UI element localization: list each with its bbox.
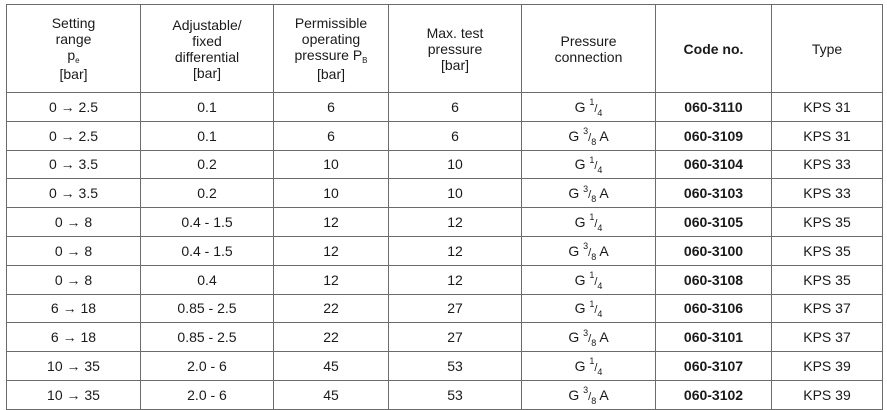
cell-permissible-pressure: 10 xyxy=(274,179,389,208)
connection-suffix: A xyxy=(596,242,609,259)
cell-max-test-pressure: 27 xyxy=(389,323,522,352)
header-permissible-pressure xyxy=(274,5,389,93)
cell-max-test-pressure: 12 xyxy=(389,236,522,265)
connection-denominator: 4 xyxy=(597,165,603,176)
header-setting-range-symbol-sub: e xyxy=(75,56,80,65)
cell-setting-range: 6 → 18 xyxy=(7,294,141,323)
cell-code-no: 060-3102 xyxy=(656,380,772,409)
cell-max-test-pressure: 53 xyxy=(389,352,522,381)
table-row xyxy=(7,352,883,381)
connection-value xyxy=(574,97,603,118)
cell-setting-range: 0 → 8 xyxy=(7,208,141,237)
cell-type: KPS 37 xyxy=(772,294,883,323)
connection-suffix: A xyxy=(596,386,609,403)
connection-suffix: A xyxy=(596,329,609,346)
connection-slash: / xyxy=(588,246,592,259)
connection-slash: / xyxy=(594,304,598,317)
cell-setting-range: 0 → 2.5 xyxy=(7,121,141,150)
connection-value xyxy=(568,241,609,262)
cell-type: KPS 39 xyxy=(772,352,883,381)
connection-slash: / xyxy=(594,160,598,173)
cell-differential: 0.1 xyxy=(141,121,274,150)
table-row xyxy=(7,265,883,294)
cell-max-test-pressure: 6 xyxy=(389,93,522,122)
cell-permissible-pressure: 6 xyxy=(274,121,389,150)
connection-suffix: A xyxy=(596,185,609,202)
cell-pressure-connection xyxy=(522,380,656,409)
connection-slash: / xyxy=(594,275,598,288)
connection-value xyxy=(574,212,603,233)
connection-slash: / xyxy=(594,362,598,375)
cell-type: KPS 31 xyxy=(772,121,883,150)
table-row xyxy=(7,236,883,265)
pressure-switch-table xyxy=(6,4,883,410)
connection-prefix: G xyxy=(574,300,590,317)
cell-pressure-connection xyxy=(522,93,656,122)
cell-differential: 0.85 - 2.5 xyxy=(141,323,274,352)
table-row xyxy=(7,294,883,323)
header-setting-range xyxy=(7,5,141,93)
connection-value xyxy=(574,298,603,320)
header-setting-range-unit: [bar] xyxy=(59,66,88,82)
cell-type: KPS 39 xyxy=(772,380,883,409)
cell-pressure-connection xyxy=(522,121,656,150)
connection-value xyxy=(568,385,609,406)
cell-permissible-pressure: 12 xyxy=(274,208,389,237)
cell-pressure-connection xyxy=(522,179,656,208)
cell-type: KPS 35 xyxy=(772,208,883,237)
connection-slash: / xyxy=(594,218,598,231)
cell-permissible-pressure: 22 xyxy=(274,294,389,323)
cell-max-test-pressure: 27 xyxy=(389,294,522,323)
connection-slash: / xyxy=(588,131,592,144)
cell-differential: 2.0 - 6 xyxy=(141,352,274,381)
connection-prefix: G xyxy=(568,127,584,144)
connection-denominator: 4 xyxy=(597,366,603,377)
cell-max-test-pressure: 12 xyxy=(389,208,522,237)
cell-code-no: 060-3103 xyxy=(656,179,772,208)
header-pressure-connection: Pressure connection xyxy=(522,5,656,93)
table-row xyxy=(7,150,883,179)
connection-prefix: G xyxy=(568,185,584,202)
connection-prefix: G xyxy=(574,214,590,231)
connection-prefix: G xyxy=(568,242,584,259)
cell-pressure-connection xyxy=(522,323,656,352)
header-setting-range-line1: Setting xyxy=(51,15,96,31)
connection-numerator: 1 xyxy=(589,97,595,108)
cell-type: KPS 31 xyxy=(772,93,883,122)
cell-pressure-connection xyxy=(522,294,656,323)
table-header xyxy=(7,5,883,93)
connection-numerator: 3 xyxy=(583,385,589,396)
cell-type: KPS 33 xyxy=(772,179,883,208)
connection-denominator: 8 xyxy=(591,136,597,147)
cell-max-test-pressure: 10 xyxy=(389,179,522,208)
table-row xyxy=(7,121,883,150)
cell-code-no: 060-3104 xyxy=(656,150,772,179)
cell-permissible-pressure: 12 xyxy=(274,265,389,294)
cell-max-test-pressure: 6 xyxy=(389,121,522,150)
cell-differential: 2.0 - 6 xyxy=(141,380,274,409)
connection-denominator: 8 xyxy=(591,395,597,406)
cell-type: KPS 35 xyxy=(772,236,883,265)
cell-code-no: 060-3108 xyxy=(656,265,772,294)
cell-permissible-pressure: 22 xyxy=(274,323,389,352)
cell-type: KPS 37 xyxy=(772,323,883,352)
connection-slash: / xyxy=(588,390,592,403)
header-max-test-pressure: Max. test pressure [bar] xyxy=(389,5,522,93)
cell-max-test-pressure: 53 xyxy=(389,380,522,409)
connection-prefix: G xyxy=(568,386,584,403)
cell-setting-range: 10 → 35 xyxy=(7,380,141,409)
connection-denominator: 4 xyxy=(597,107,603,118)
header-type: Type xyxy=(772,5,883,93)
table-row xyxy=(7,93,883,122)
table-row xyxy=(7,208,883,237)
header-setting-range-line2: range xyxy=(55,31,92,47)
cell-differential: 0.4 - 1.5 xyxy=(141,236,274,265)
connection-value xyxy=(574,356,603,377)
header-permissible-pressure-sub: B xyxy=(362,56,368,65)
cell-code-no: 060-3105 xyxy=(656,208,772,237)
connection-prefix: G xyxy=(574,156,590,173)
connection-numerator: 1 xyxy=(589,154,595,165)
cell-code-no: 060-3107 xyxy=(656,352,772,381)
connection-denominator: 8 xyxy=(591,194,597,205)
table-row xyxy=(7,323,883,352)
header-code-no: Code no. xyxy=(656,5,772,93)
connection-denominator: 4 xyxy=(597,280,603,291)
cell-code-no: 060-3110 xyxy=(656,93,772,122)
cell-pressure-connection xyxy=(522,265,656,294)
connection-denominator: 4 xyxy=(597,309,603,320)
connection-numerator: 1 xyxy=(589,212,595,223)
cell-code-no: 060-3101 xyxy=(656,323,772,352)
connection-value xyxy=(568,183,609,205)
connection-value xyxy=(574,154,603,176)
header-row xyxy=(7,5,883,93)
connection-denominator: 4 xyxy=(597,222,603,233)
header-differential: Adjustable/ fixed differential [bar] xyxy=(141,5,274,93)
cell-differential: 0.4 xyxy=(141,265,274,294)
cell-setting-range: 10 → 35 xyxy=(7,352,141,381)
cell-permissible-pressure: 10 xyxy=(274,150,389,179)
connection-value xyxy=(568,126,609,147)
cell-max-test-pressure: 12 xyxy=(389,265,522,294)
connection-slash: / xyxy=(594,102,598,115)
cell-type: KPS 33 xyxy=(772,150,883,179)
connection-value xyxy=(568,327,609,349)
header-setting-range-symbol: p xyxy=(67,47,76,63)
cell-setting-range: 0 → 8 xyxy=(7,265,141,294)
cell-setting-range: 0 → 3.5 xyxy=(7,179,141,208)
cell-permissible-pressure: 6 xyxy=(274,93,389,122)
cell-differential: 0.1 xyxy=(141,93,274,122)
connection-numerator: 1 xyxy=(589,270,595,281)
cell-differential: 0.4 - 1.5 xyxy=(141,208,274,237)
cell-setting-range: 0 → 8 xyxy=(7,236,141,265)
connection-numerator: 3 xyxy=(583,126,589,137)
connection-denominator: 8 xyxy=(591,251,597,262)
table-row xyxy=(7,179,883,208)
cell-setting-range: 0 → 2.5 xyxy=(7,93,141,122)
cell-pressure-connection xyxy=(522,236,656,265)
cell-code-no: 060-3100 xyxy=(656,236,772,265)
table-body xyxy=(7,93,883,410)
cell-setting-range: 0 → 3.5 xyxy=(7,150,141,179)
connection-numerator: 1 xyxy=(589,356,595,367)
cell-pressure-connection xyxy=(522,150,656,179)
cell-permissible-pressure: 45 xyxy=(274,352,389,381)
connection-prefix: G xyxy=(574,98,590,115)
header-permissible-pressure-unit: [bar] xyxy=(316,66,345,82)
cell-pressure-connection xyxy=(522,352,656,381)
pressure-switch-table-container xyxy=(6,4,882,410)
connection-prefix: G xyxy=(574,271,590,288)
connection-suffix: A xyxy=(596,127,609,144)
connection-value xyxy=(574,270,603,291)
cell-pressure-connection xyxy=(522,208,656,237)
cell-differential: 0.2 xyxy=(141,150,274,179)
cell-max-test-pressure: 10 xyxy=(389,150,522,179)
connection-numerator: 3 xyxy=(583,241,589,252)
connection-slash: / xyxy=(588,333,592,346)
connection-prefix: G xyxy=(574,358,590,375)
connection-prefix: G xyxy=(568,329,584,346)
table-row xyxy=(7,380,883,409)
connection-slash: / xyxy=(588,189,592,202)
connection-numerator: 1 xyxy=(589,298,595,309)
cell-permissible-pressure: 12 xyxy=(274,236,389,265)
cell-differential: 0.85 - 2.5 xyxy=(141,294,274,323)
cell-differential: 0.2 xyxy=(141,179,274,208)
header-permissible-pressure-text: Permissible operating pressure P xyxy=(294,15,368,63)
cell-setting-range: 6 → 18 xyxy=(7,323,141,352)
cell-permissible-pressure: 45 xyxy=(274,380,389,409)
connection-denominator: 8 xyxy=(591,338,597,349)
connection-numerator: 3 xyxy=(583,183,589,194)
cell-code-no: 060-3109 xyxy=(656,121,772,150)
connection-numerator: 3 xyxy=(583,327,589,338)
cell-code-no: 060-3106 xyxy=(656,294,772,323)
cell-type: KPS 35 xyxy=(772,265,883,294)
